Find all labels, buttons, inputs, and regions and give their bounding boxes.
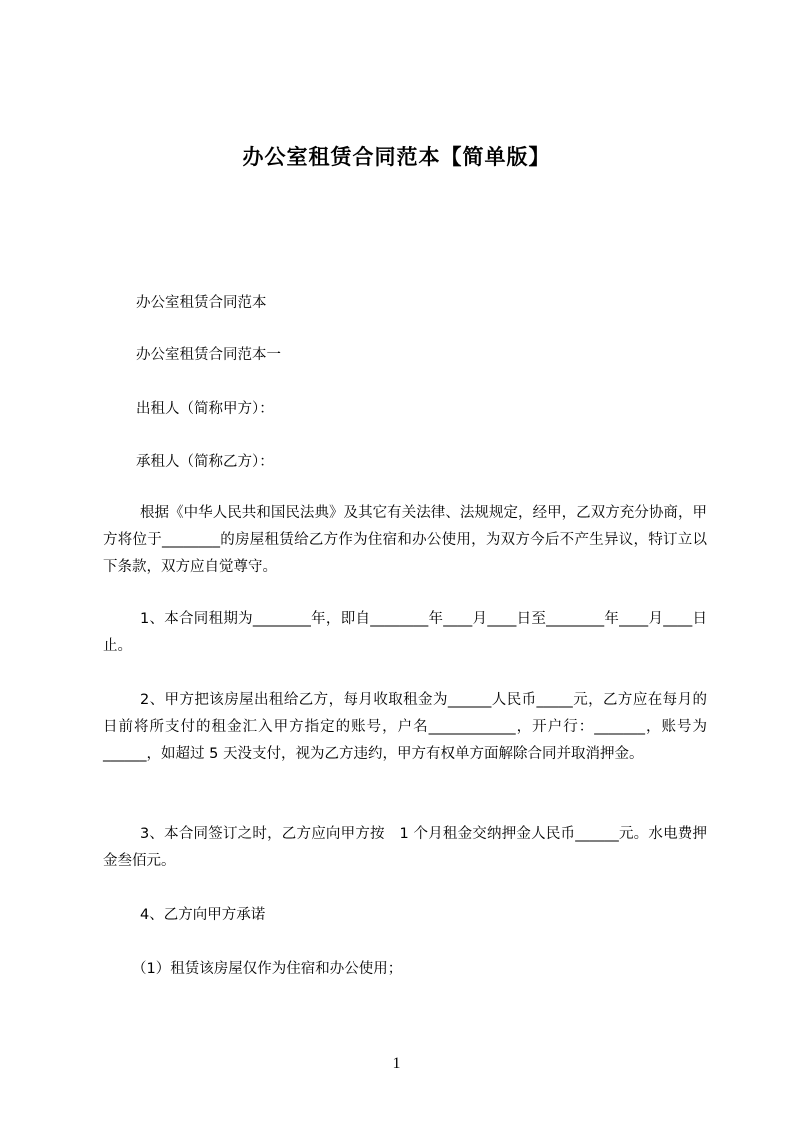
lessee-line: 承租人（简称乙方）： xyxy=(136,454,274,470)
lessor-line: 出租人（简称甲方）： xyxy=(136,401,274,417)
clause-3-paragraph: 3、本合同签订之时，乙方应向甲方按 1 个月租金交纳押金人民币______元。水电费押金叁佰元。 xyxy=(103,826,707,869)
clause-2-paragraph: 2、甲方把该房屋出租给乙方，每月收取租金为______人民币_____元，乙方应在每月的日前将所支付的租金汇入甲方指定的账号，户名____________，开户行：_______，账号为______，如超过 5 天没支付，视为乙方违约，甲方有权单方面解除合同并取消押金。 xyxy=(103,692,707,762)
preamble-paragraph: 根据《中华人民共和国民法典》及其它有关法律、法规规定，经甲，乙双方充分协商，甲方将位于________的房屋租赁给乙方作为住宿和办公使用，为双方今后不产生异议，特订立以下条款，双方应自觉尊守。 xyxy=(103,505,707,575)
doc-line-subheading: 办公室租赁合同范本一 xyxy=(136,347,281,363)
clause-4-heading: 4、乙方向甲方承诺 xyxy=(140,907,266,923)
document-title: 办公室租赁合同范本【简单版】 xyxy=(242,145,551,169)
doc-line-heading: 办公室租赁合同范本 xyxy=(136,295,267,311)
clause-4-item-1: （1）租赁该房屋仅作为住宿和办公使用； xyxy=(132,961,403,977)
clause-1-paragraph: 1、本合同租期为________年，即自________年____月____日至________年____月____日止。 xyxy=(103,611,707,654)
page-number: 1 xyxy=(392,1055,401,1072)
